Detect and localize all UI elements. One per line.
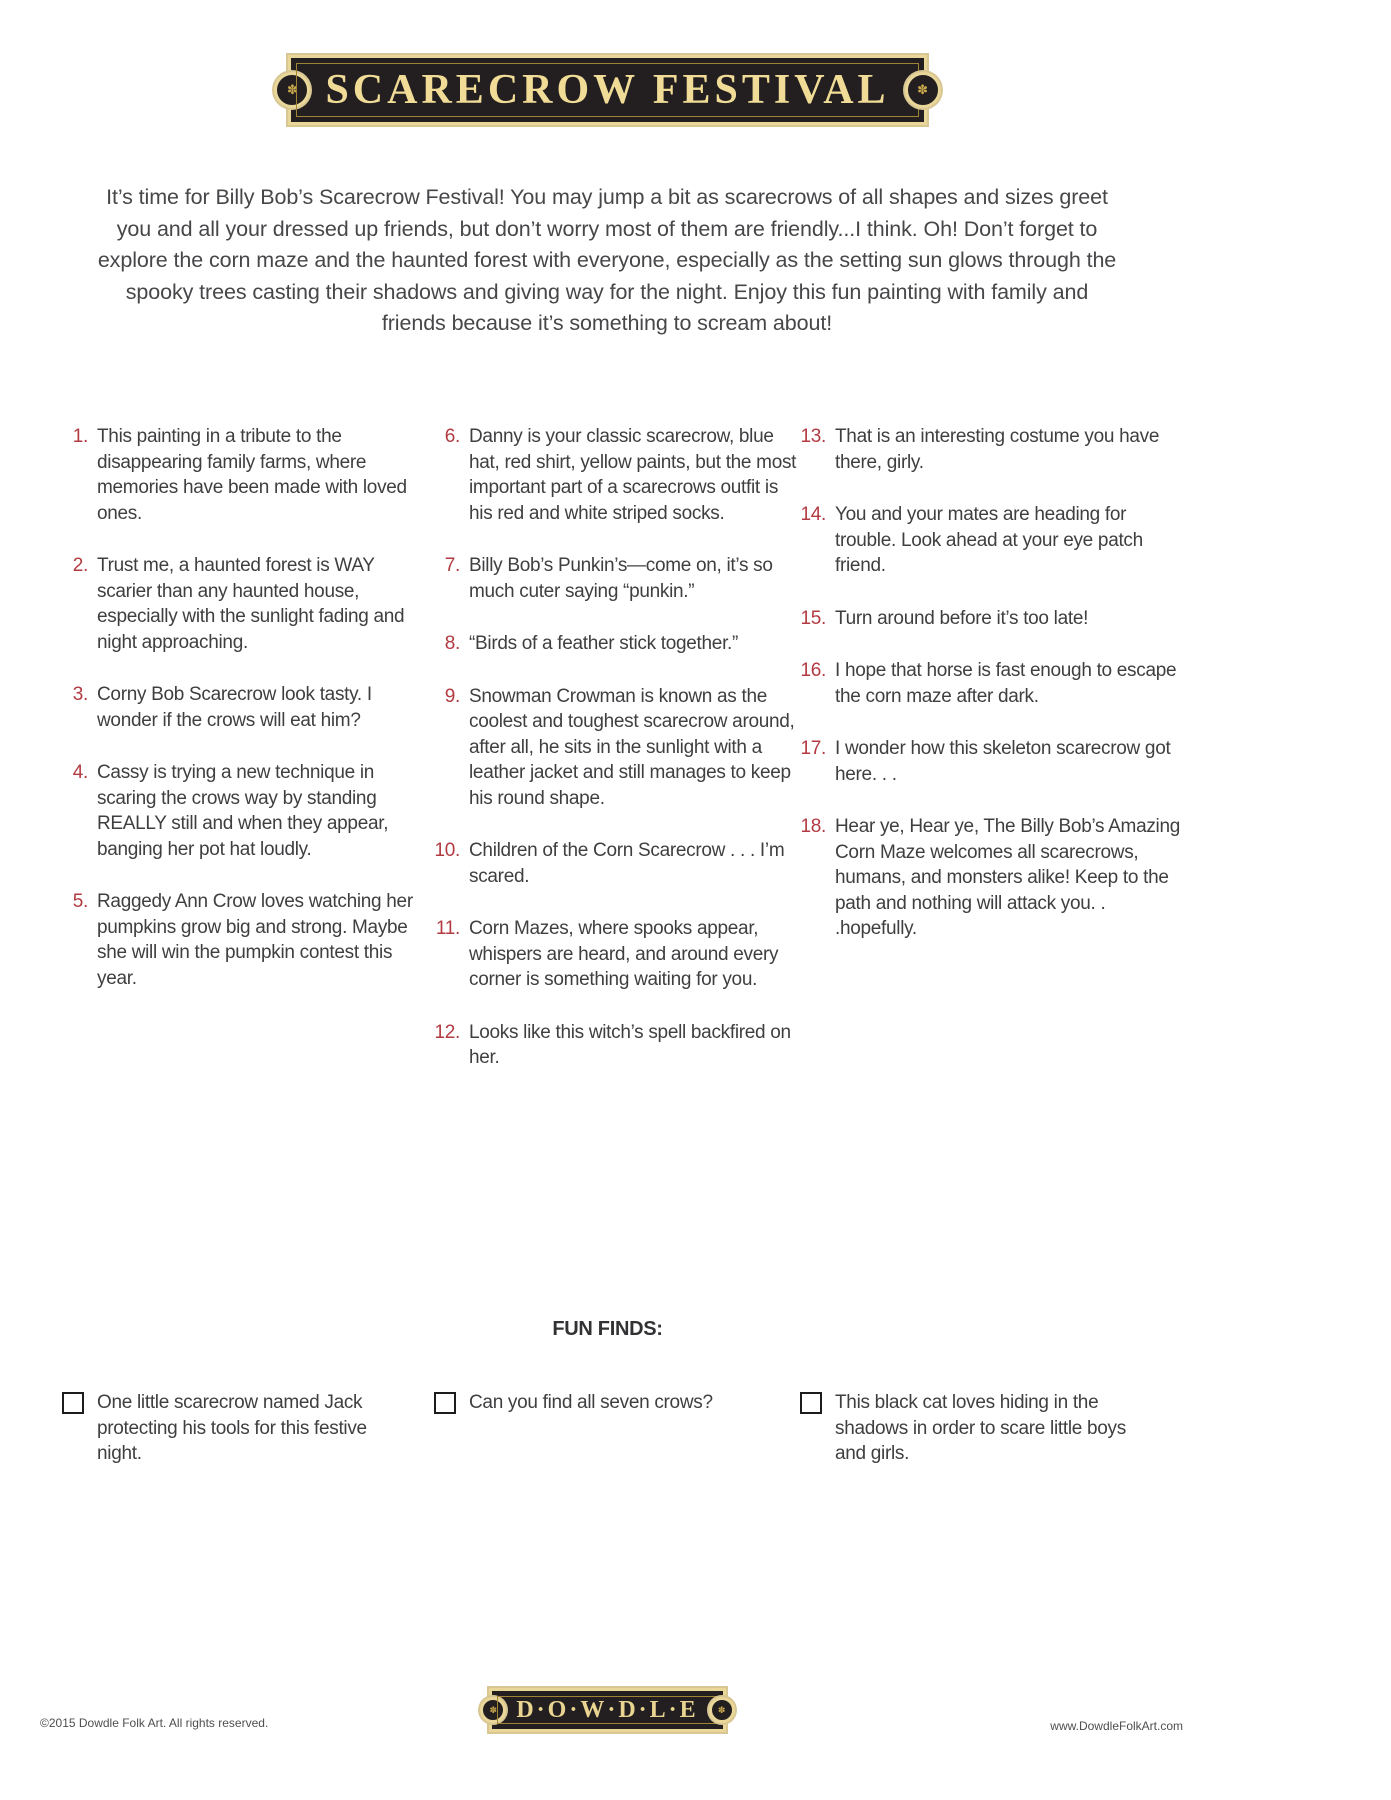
clue-number: 9. (444, 685, 460, 707)
dowdle-logo-plaque (489, 1688, 725, 1732)
list-item (800, 424, 1188, 475)
list-item (62, 553, 434, 655)
list-item (62, 760, 434, 862)
clue-text: Turn around before it’s too late! (835, 607, 1089, 629)
list-item (800, 606, 1188, 632)
list-item (800, 502, 1188, 579)
plaque-end-ornament-icon: ✽ (480, 1697, 506, 1723)
clue-number: 2. (72, 555, 88, 576)
list-item (434, 838, 806, 889)
clue-text: Cassy is trying a new technique in scaring the crows way by standing REALLY still and when they appear, banging her pot hat loudly. (97, 762, 389, 860)
clue-number: 17. (800, 738, 826, 759)
list-item (434, 1020, 806, 1071)
fun-find-text: This black cat loves hiding in the shadows in order to scare little boys and girls. (835, 1392, 1126, 1464)
clue-text: Looks like this witch’s spell backfired on her. (469, 1021, 791, 1068)
clue-number: 14. (800, 504, 826, 525)
clue-text: This painting in a tribute to the disappearing family farms, where memories have been made with loved ones. (97, 426, 407, 524)
clue-text: “Birds of a feather stick together.” (469, 633, 739, 654)
list-item (62, 682, 434, 733)
clue-number: 5. (72, 891, 88, 912)
list-item (800, 814, 1188, 942)
clue-text: I wonder how this skeleton scarecrow got here. . . (835, 738, 1171, 785)
clue-number: 6. (444, 426, 460, 447)
list-item (800, 736, 1188, 787)
website-link[interactable]: www.DowdleFolkArt.com (1050, 1719, 1183, 1733)
clue-text: I hope that horse is fast enough to escape the corn maze after dark. (835, 660, 1177, 707)
clue-text: Trust me, a haunted forest is WAY scarier than any haunted house, especially with the sunlight fading and night approaching. (97, 555, 405, 653)
clue-number: 16. (800, 660, 826, 681)
dowdle-logo: D·O·W·D·L·E (516, 1696, 699, 1723)
list-item (62, 889, 434, 991)
clue-text: Billy Bob’s Punkin’s—come on, it’s so much cuter saying “punkin.” (469, 555, 773, 602)
plaque-end-ornament-icon: ✽ (905, 72, 941, 108)
plaque-end-ornament-icon: ✽ (274, 72, 310, 108)
clue-text: Raggedy Ann Crow loves watching her pumpkins grow big and strong. Maybe she will win the pumpkin contest this year. (97, 891, 413, 989)
fun-find-item (800, 1390, 1130, 1467)
list-item (800, 658, 1188, 709)
clue-column-1 (62, 424, 434, 1018)
clue-number: 8. (444, 633, 460, 654)
fun-find-text: One little scarecrow named Jack protecting his tools for this festive night. (97, 1392, 367, 1464)
clue-column-2 (434, 424, 806, 1098)
clue-text: Danny is your classic scarecrow, blue hat, red shirt, yellow paints, but the most important part of a scarecrows outfit is his red and white striped socks. (469, 426, 797, 524)
list-item (434, 553, 806, 604)
clue-text: You and your mates are heading for trouble. Look ahead at your eye patch friend. (835, 504, 1143, 576)
list-item (434, 916, 806, 993)
clue-text: Children of the Corn Scarecrow . . . I’m scared. (469, 840, 785, 887)
clue-number: 13. (800, 426, 826, 447)
clue-text: Hear ye, Hear ye, The Billy Bob’s Amazing Corn Maze welcomes all scarecrows, humans, and monsters alike! Keep to the path and nothing will attack you. . .hopefully. (835, 816, 1180, 939)
title-plaque (288, 55, 926, 125)
checkbox[interactable] (434, 1392, 456, 1414)
intro-paragraph: It’s time for Billy Bob’s Scarecrow Festival! You may jump a bit as scarecrows of all shapes and sizes greet you and all your dressed up friends, but don’t worry most of them are friendly...I think. Oh! Don’t forget to explore the corn maze and the haunted forest with everyone, especially as the setting sun glows through the spooky trees casting their shadows and giving way for the night. Enjoy this fun painting with family and friends because it’s something to scream about! (97, 185, 1117, 335)
page-title: SCARECROW FESTIVAL (325, 67, 890, 113)
clue-number: 1. (72, 426, 88, 447)
fun-find-text: Can you find all seven crows? (469, 1392, 713, 1413)
clue-number: 15. (800, 607, 826, 629)
fun-find-item (62, 1390, 407, 1467)
clue-text: That is an interesting costume you have there, girly. (835, 426, 1160, 473)
clue-text: Corn Mazes, where spooks appear, whispers are heard, and around every corner is something waiting for you. (469, 918, 779, 990)
plaque-end-ornament-icon: ✽ (709, 1697, 735, 1723)
copyright-text: ©2015 Dowdle Folk Art. All rights reserved. (40, 1716, 269, 1730)
list-item (434, 631, 806, 657)
clue-number: 11. (435, 918, 460, 939)
checkbox[interactable] (800, 1392, 822, 1414)
clue-text: Corny Bob Scarecrow look tasty. I wonder if the crows will eat him? (97, 684, 372, 731)
clue-number: 3. (72, 684, 88, 705)
header-banner (60, 55, 1155, 125)
fun-finds-heading: FUN FINDS: (552, 1318, 663, 1340)
fun-find-item (434, 1390, 779, 1416)
list-item (434, 684, 806, 812)
list-item (434, 424, 806, 526)
clue-text: Snowman Crowman is known as the coolest and toughest scarecrow around, after all, he sits in the sunlight with a leather jacket and still manages to keep his round shape. (469, 685, 795, 809)
clue-number: 18. (800, 816, 826, 837)
clue-column-3 (800, 424, 1188, 969)
clue-number: 7. (444, 555, 460, 576)
clue-number: 4. (72, 762, 88, 783)
content-area (60, 0, 1180, 1800)
clue-number: 12. (434, 1021, 460, 1043)
checkbox[interactable] (62, 1392, 84, 1414)
list-item (62, 424, 434, 526)
clue-number: 10. (434, 840, 460, 861)
